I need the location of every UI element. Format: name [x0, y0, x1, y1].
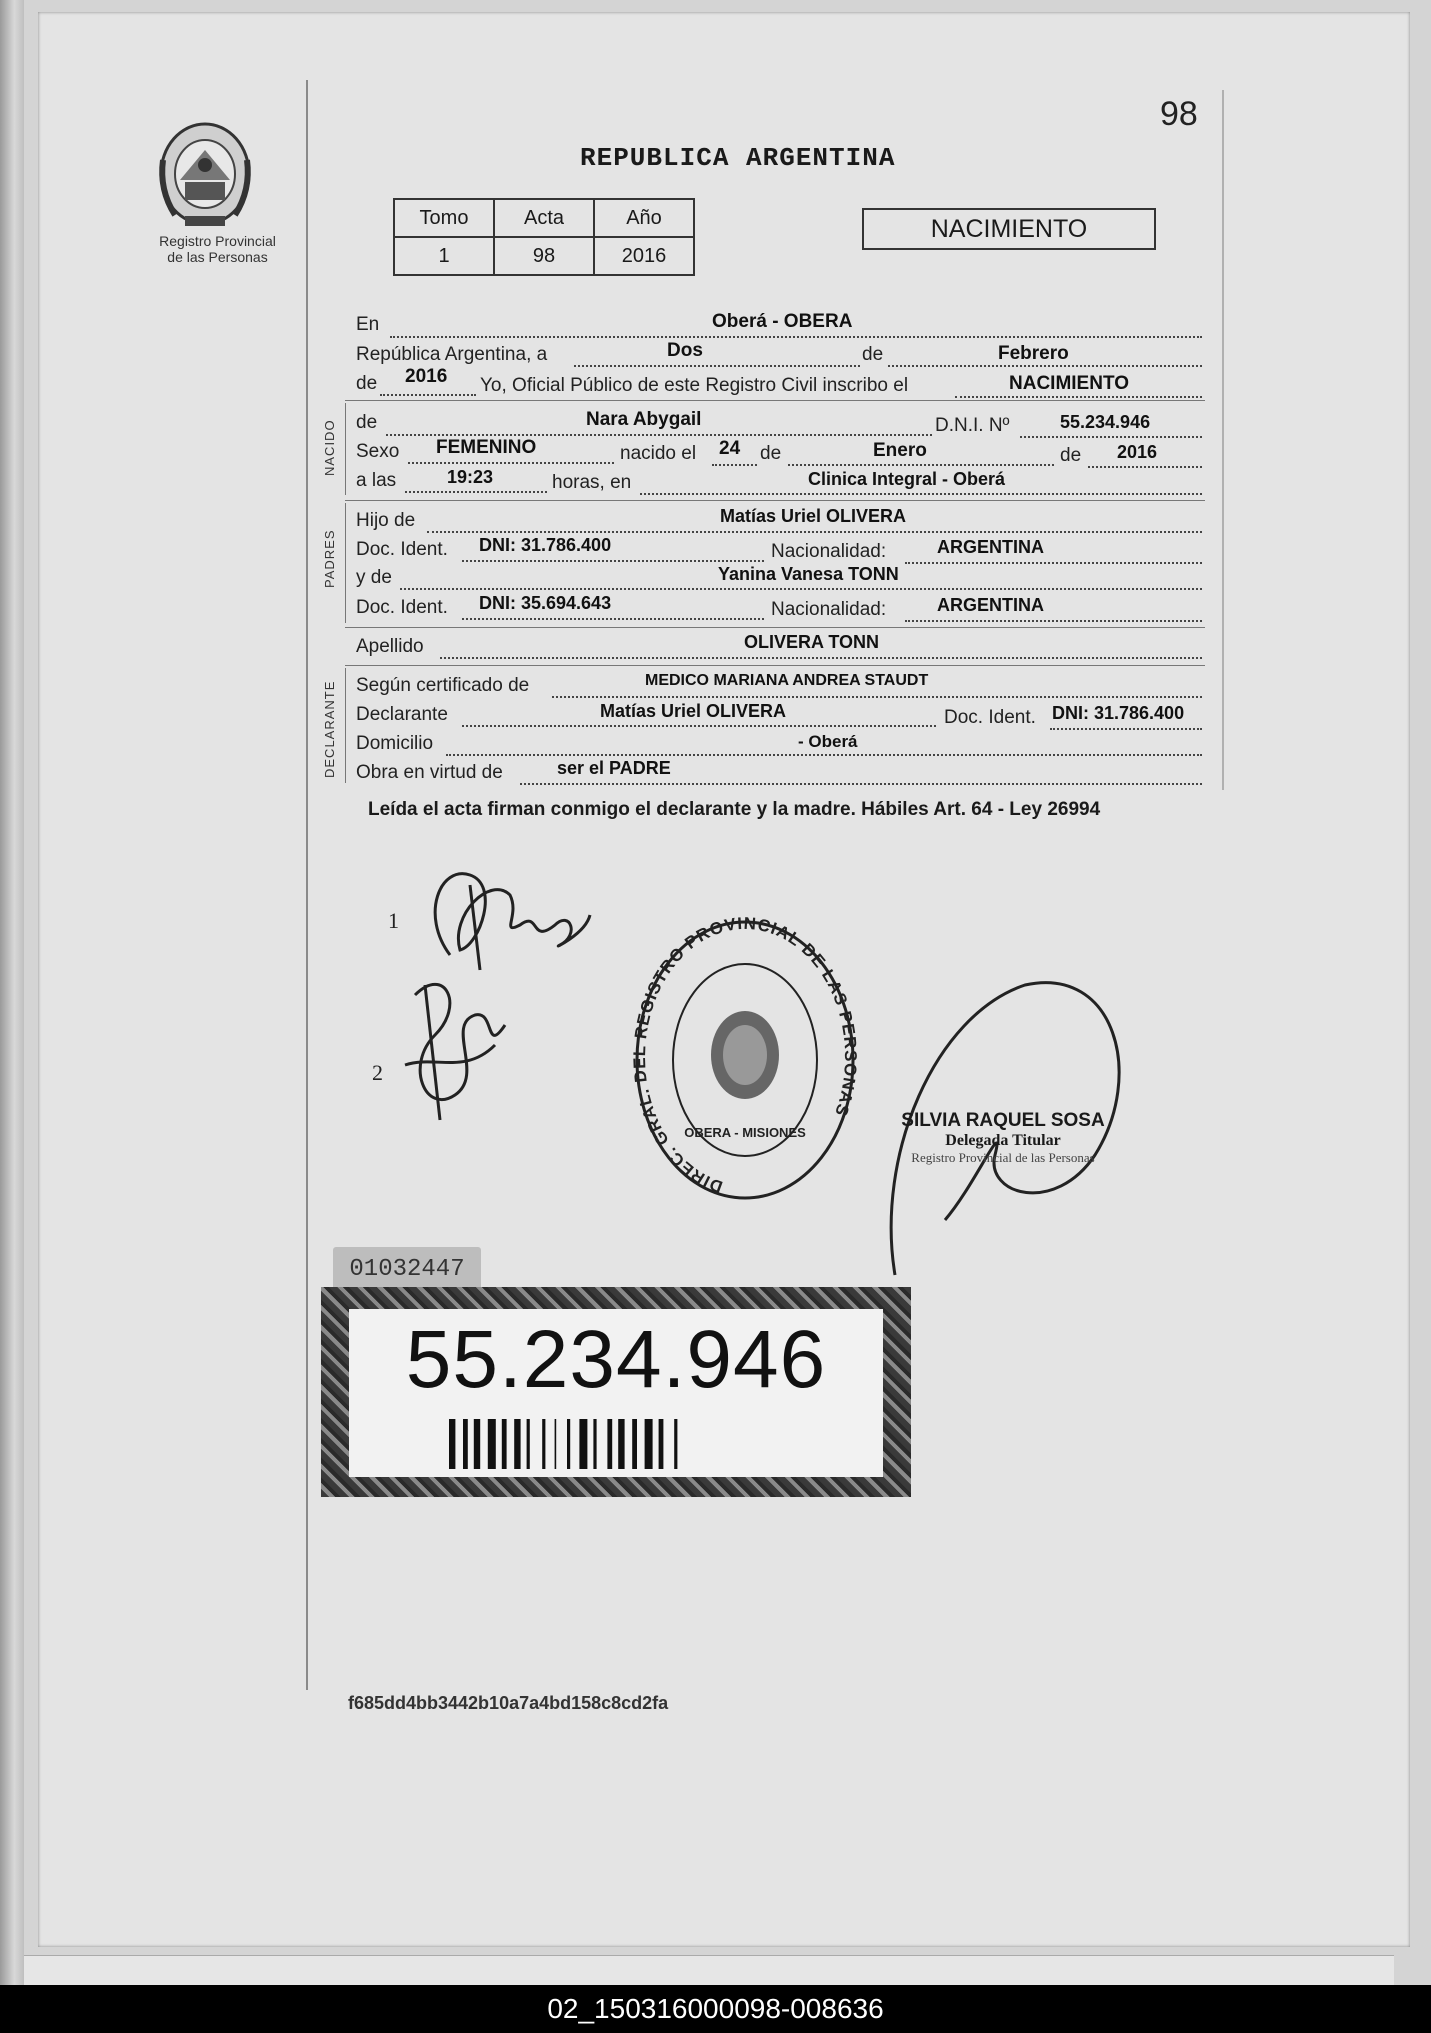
fill-line	[386, 434, 932, 436]
dni-sticker	[321, 1287, 911, 1497]
official-block	[878, 1110, 1128, 1166]
barcode-bar	[607, 1419, 612, 1469]
fill-line	[427, 531, 1202, 533]
declarant-signature-icon	[410, 855, 600, 975]
nacido-el-label: nacido el	[620, 443, 697, 464]
right-margin-line	[1222, 90, 1224, 790]
fill-line	[905, 620, 1202, 622]
sexo-label: Sexo	[356, 441, 400, 462]
logo-caption-2: de las Personas	[167, 249, 268, 265]
barcode-bar	[463, 1419, 468, 1469]
document-title: REPUBLICA ARGENTINA	[580, 143, 896, 173]
fill-line	[400, 588, 1202, 590]
registry-value-acta: 98	[494, 237, 594, 275]
barcode-bar	[542, 1419, 545, 1469]
inscribed-value: NACIMIENTO	[1009, 373, 1129, 394]
file-id-bar	[0, 1985, 1431, 2033]
signature-mark-2: 2	[372, 1060, 383, 1085]
domicilio-label: Domicilio	[356, 733, 434, 754]
fill-line	[405, 491, 547, 493]
obra-value: ser el PADRE	[557, 758, 671, 778]
padres-side-label: PADRES	[322, 529, 337, 588]
child-name: Nara Abygail	[586, 409, 702, 430]
dni-sticker-panel	[349, 1309, 883, 1477]
apellido-label: Apellido	[356, 636, 424, 657]
barcode-bar	[449, 1419, 455, 1469]
underlying-page-strip	[24, 1955, 1394, 1986]
birth-de-label: de	[760, 443, 782, 464]
section-bracket	[345, 668, 346, 783]
section-bracket	[345, 503, 346, 623]
mother-signature-icon	[385, 965, 515, 1125]
birth-place: Clinica Integral - Oberá	[808, 469, 1006, 489]
declarante-doc: DNI: 31.786.400	[1052, 703, 1185, 723]
month-value: Febrero	[998, 343, 1069, 364]
fill-line	[905, 562, 1202, 564]
de-label: de	[862, 344, 884, 365]
fill-line	[1020, 436, 1202, 438]
father-doc: DNI: 31.786.400	[479, 535, 612, 555]
left-margin-line	[306, 80, 308, 1690]
file-id: 02_150316000098-008636	[547, 1993, 884, 2024]
en-label: En	[356, 314, 380, 335]
a-las-label: a las	[356, 470, 397, 491]
barcode-bar	[474, 1419, 480, 1469]
nacido-de-label: de	[356, 412, 378, 433]
fill-line	[462, 618, 764, 620]
officer-text: Yo, Oficial Público de este Registro Civil inscribo el	[480, 375, 909, 396]
day-value: Dos	[667, 340, 703, 361]
fill-line	[888, 365, 1202, 367]
act-type-box: NACIMIENTO	[862, 208, 1156, 250]
dni-label: D.N.I. Nº	[935, 415, 1010, 436]
birth-day: 24	[719, 438, 741, 459]
fill-line	[574, 365, 860, 367]
fill-line	[520, 783, 1202, 785]
fill-line	[390, 336, 1202, 338]
fill-line	[955, 396, 1202, 398]
birth-month: Enero	[873, 440, 927, 461]
declarante-name: Matías Uriel OLIVERA	[600, 701, 787, 721]
official-stamp	[630, 915, 860, 1205]
control-number: 01032447	[333, 1247, 481, 1293]
barcode-bar	[579, 1419, 587, 1469]
section-divider	[345, 665, 1205, 666]
birth-de2-label: de	[1060, 445, 1082, 466]
barcode-icon	[449, 1419, 789, 1469]
registry-value-ano: 2016	[594, 237, 694, 275]
birth-time: 19:23	[447, 467, 494, 487]
misiones-logo	[155, 120, 280, 265]
place-value: Oberá - OBERA	[712, 311, 853, 332]
year-value: 2016	[405, 366, 448, 387]
document-hash: f685dd4bb3442b10a7a4bd158c8cd2fa	[348, 1693, 669, 1713]
fill-line	[552, 696, 1202, 698]
registry-header-acta: Acta	[494, 199, 594, 237]
barcode-bar	[527, 1419, 530, 1469]
section-divider	[345, 400, 1205, 401]
father-doc-label: Doc. Ident.	[356, 539, 448, 560]
barcode-bar	[514, 1419, 520, 1469]
birth-year: 2016	[1117, 442, 1158, 462]
fill-line	[462, 725, 936, 727]
father-nationality: ARGENTINA	[937, 537, 1044, 557]
section-divider	[345, 627, 1205, 628]
fill-line	[380, 394, 476, 396]
barcode-bar	[659, 1419, 664, 1469]
barcode-bar	[632, 1419, 637, 1469]
fill-line	[788, 464, 1054, 466]
fill-line	[408, 462, 614, 464]
barcode-bar	[488, 1419, 496, 1469]
domicilio-value: - Oberá	[798, 732, 858, 751]
signature-mark-1: 1	[388, 908, 399, 933]
official-name: SILVIA RAQUEL SOSA	[901, 1110, 1105, 1131]
fill-line	[1050, 728, 1202, 730]
mother-doc: DNI: 35.694.643	[479, 593, 612, 613]
sticker-dni-number: 55.234.946	[405, 1314, 827, 1405]
fill-line	[462, 560, 764, 562]
page-number: 98	[1160, 95, 1198, 133]
mother-nat-label: Nacionalidad:	[771, 599, 887, 620]
registry-table	[393, 198, 695, 276]
barcode-bar	[502, 1419, 507, 1469]
apellido-value: OLIVERA TONN	[744, 632, 880, 652]
fill-line	[440, 657, 1202, 659]
father-nat-label: Nacionalidad:	[771, 541, 887, 562]
cert-value: MEDICO MARIANA ANDREA STAUDT	[645, 672, 929, 689]
declarante-label: Declarante	[356, 704, 448, 725]
closing-statement: Leída el acta firman conmigo el declarante y la madre. Hábiles Art. 64 - Ley 26994	[368, 799, 1101, 820]
scan-edge	[0, 0, 24, 1985]
barcode-bar	[618, 1419, 624, 1469]
registry-header-ano: Año	[594, 199, 694, 237]
cert-label: Según certificado de	[356, 675, 530, 696]
barcode-bar	[593, 1419, 596, 1469]
fill-line	[640, 493, 1202, 495]
fill-line	[446, 754, 1202, 756]
section-divider	[345, 500, 1205, 501]
barcode-bar	[555, 1419, 557, 1469]
father-name: Matías Uriel OLIVERA	[720, 506, 907, 526]
fill-line	[1088, 466, 1202, 468]
official-org: Registro Provincial de las Personas	[911, 1150, 1095, 1165]
barcode-bar	[645, 1419, 653, 1469]
fill-line	[712, 464, 757, 466]
stamp-ring-text: DIREC. GRAL. DEL REGISTRO PROVINCIAL DE LAS PERSONAS	[630, 915, 860, 1197]
stamp-inner-text: OBERA - MISIONES	[684, 1125, 806, 1140]
republic-label: República Argentina, a	[356, 344, 548, 365]
barcode-bar	[567, 1419, 570, 1469]
obra-label: Obra en virtud de	[356, 762, 503, 783]
section-bracket	[345, 403, 346, 495]
misiones-seal-icon	[155, 120, 255, 228]
mother-doc-label: Doc. Ident.	[356, 597, 448, 618]
official-role: Delegada Titular	[945, 1132, 1061, 1149]
mother-name: Yanina Vanesa TONN	[718, 564, 899, 584]
y-de-label: y de	[356, 567, 392, 588]
horas-label: horas, en	[552, 472, 632, 493]
child-dni: 55.234.946	[1060, 412, 1151, 432]
hijo-de-label: Hijo de	[356, 510, 416, 531]
declarante-side-label: DECLARANTE	[322, 680, 337, 778]
registry-value-tomo: 1	[394, 237, 494, 275]
barcode-bar	[674, 1419, 677, 1469]
logo-caption-1: Registro Provincial	[159, 233, 276, 249]
de2-label: de	[356, 373, 378, 394]
registry-header-tomo: Tomo	[394, 199, 494, 237]
mother-nationality: ARGENTINA	[937, 595, 1044, 615]
declarante-doc-label: Doc. Ident.	[944, 707, 1036, 728]
sexo-value: FEMENINO	[436, 437, 537, 458]
nacido-side-label: NACIDO	[322, 419, 337, 476]
